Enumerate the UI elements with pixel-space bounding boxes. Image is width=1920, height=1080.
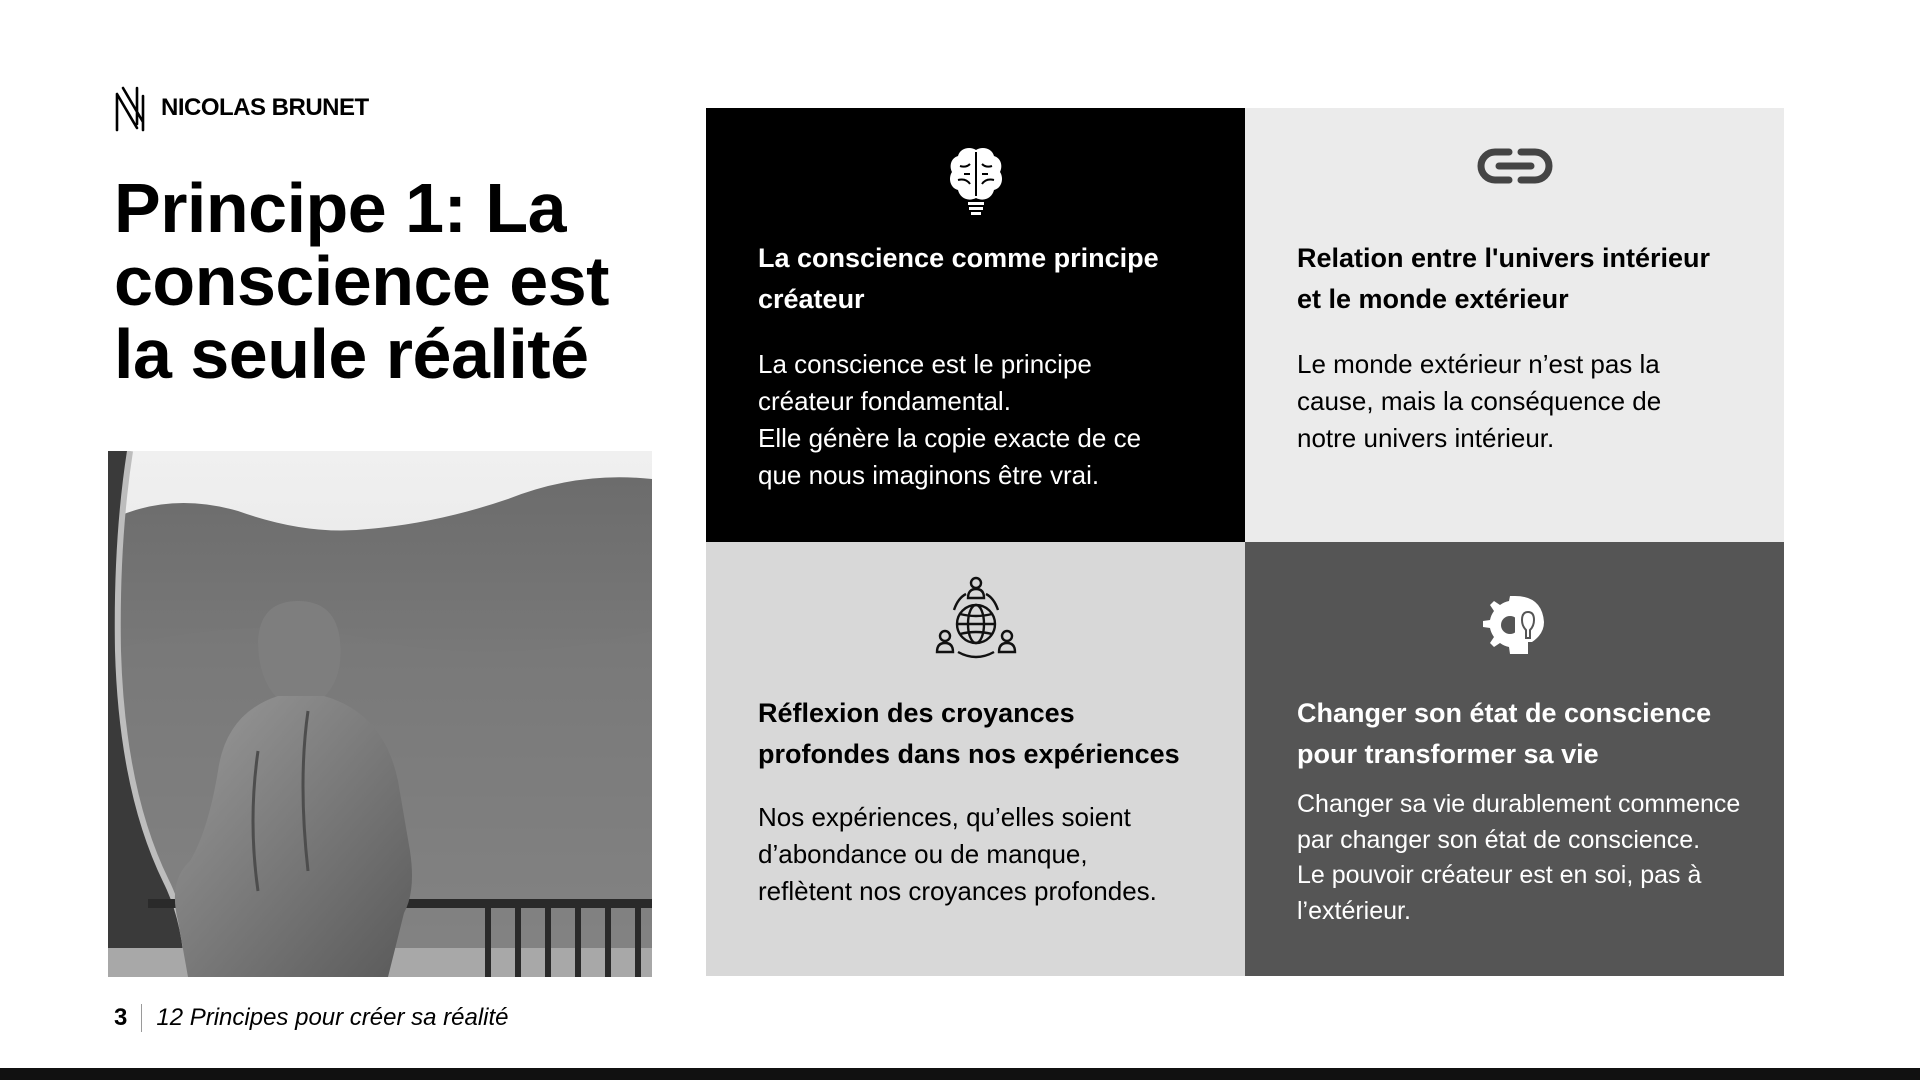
- card-univers-interieur: [1245, 108, 1784, 542]
- card-body: [758, 346, 1208, 494]
- card-body-line: que nous imaginons être vrai.: [758, 460, 1100, 490]
- card-body-line: Changer sa vie durablement commence: [1297, 790, 1741, 818]
- brain-icon: [706, 144, 1245, 216]
- card-heading: Relation entre l'univers intérieur et le monde extérieur: [1297, 243, 1711, 314]
- card-body-line: La conscience est le principe: [758, 349, 1092, 379]
- card-heading: La conscience comme principe créateur: [758, 243, 1159, 314]
- card-body-line: l’extérieur.: [1297, 896, 1411, 925]
- card-body-line: Nos expériences, qu’elles soient: [758, 802, 1131, 832]
- hero-photo: [108, 451, 652, 977]
- card-etat-conscience: [1245, 542, 1784, 976]
- global-people-network-icon: [706, 576, 1245, 662]
- link-icon: [1245, 144, 1784, 188]
- card-conscience-principe: [706, 108, 1245, 542]
- page-number: 3: [114, 1004, 128, 1031]
- card-body: [1297, 346, 1747, 457]
- card-body-line: Le monde extérieur n’est pas la: [1297, 349, 1660, 379]
- card-body-line: d’abondance ou de manque,: [758, 839, 1088, 869]
- gear-bulb-icon: [1245, 590, 1784, 660]
- card-body: [1297, 787, 1757, 929]
- footer: [114, 1004, 509, 1032]
- card-body-line: par changer son état de conscience.: [1297, 825, 1701, 854]
- card-croyances-profondes: [706, 542, 1245, 976]
- document-title: 12 Principes pour créer sa réalité: [156, 1004, 509, 1031]
- page-title: Principe 1: La conscience est la seule réalité: [114, 169, 609, 393]
- card-body-line: notre univers intérieur.: [1297, 423, 1555, 453]
- card-body-line: créateur fondamental.: [758, 386, 1011, 416]
- card-body-line: cause, mais la conséquence de: [1297, 386, 1662, 416]
- card-body-line: Le pouvoir créateur est en soi, pas à: [1297, 861, 1702, 889]
- brand-name: NICOLAS BRUNET: [161, 94, 369, 121]
- card-heading: Changer son état de conscience pour transformer sa vie: [1297, 698, 1712, 769]
- card-body-line: reflètent nos croyances profondes.: [758, 876, 1157, 906]
- card-body: [758, 799, 1208, 910]
- card-heading: Réflexion des croyances profondes dans nos expériences: [758, 698, 1180, 769]
- nb-monogram-icon: [113, 84, 151, 132]
- card-body-line: Elle génère la copie exacte de ce: [758, 423, 1142, 453]
- bottom-bar: [0, 1068, 1920, 1080]
- brand-logo: [113, 84, 369, 132]
- footer-divider: [141, 1004, 142, 1032]
